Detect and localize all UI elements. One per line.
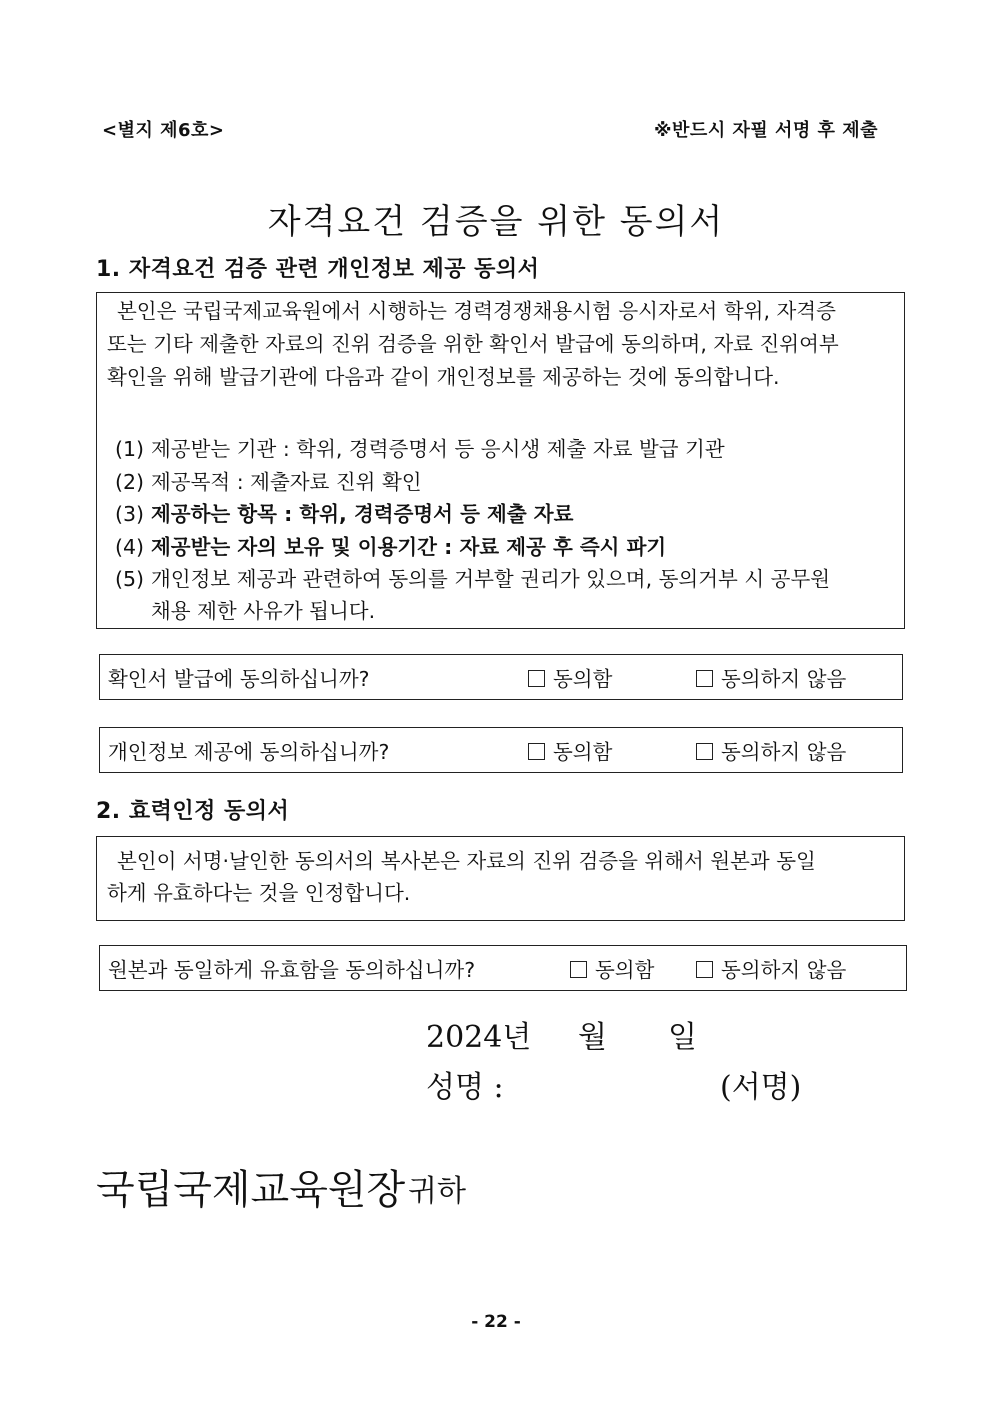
agree-label: 동의함 (553, 667, 613, 691)
document-title: 자격요건 검증을 위한 동의서 (267, 202, 725, 242)
list-item (115, 563, 830, 596)
section1-para-line2: 또는 기타 제출한 자료의 진위 검증을 위한 확인서 발급에 동의하며, 자료 진위여부 (107, 332, 839, 356)
section2-para-line1: 본인이 서명·날인한 동의서의 복사본은 자료의 진위 검증을 위해서 원본과 동일 (117, 849, 816, 873)
date-year: 2024년 (426, 1020, 532, 1055)
item-text: 제공목적 : 제출자료 진위 확인 (151, 470, 422, 494)
date-month: 월 (578, 1020, 607, 1055)
agree-label: 동의함 (595, 958, 655, 982)
item-number: (4) (115, 535, 145, 559)
checkbox-icon[interactable] (696, 670, 713, 687)
section2-content-box (96, 836, 905, 921)
question-text: 원본과 동일하게 유효함을 동의하십니까? (108, 958, 476, 982)
form-number: <별지 제6호> (102, 120, 225, 141)
checkbox-icon[interactable] (696, 961, 713, 978)
checkbox-icon[interactable] (528, 670, 545, 687)
submission-notice: ※반드시 자필 서명 후 제출 (654, 120, 878, 141)
list-item (115, 466, 422, 499)
agree-option[interactable] (528, 662, 612, 692)
section1-para-line3: 확인을 위해 발급기관에 다음과 같이 개인정보를 제공하는 것에 동의합니다. (107, 365, 780, 389)
section1-para-line1: 본인은 국립국제교육원에서 시행하는 경력경쟁채용시험 응시자로서 학위, 자격증 (117, 299, 836, 323)
disagree-label: 동의하지 않음 (721, 740, 847, 764)
agree-label: 동의함 (553, 740, 613, 764)
disagree-label: 동의하지 않음 (721, 958, 847, 982)
agree-option[interactable] (570, 953, 654, 983)
agree-option[interactable] (528, 735, 612, 765)
list-item (115, 433, 725, 466)
disagree-option[interactable] (696, 662, 846, 692)
item-text: 제공받는 자의 보유 및 이용기간 : 자료 제공 후 즉시 파기 (151, 535, 667, 559)
item-number: (2) (115, 470, 145, 494)
item-text: 제공하는 항목 : 학위, 경력증명서 등 제출 자료 (151, 502, 574, 526)
checkbox-icon[interactable] (696, 743, 713, 760)
list-item (115, 531, 666, 564)
item-number: (1) (115, 437, 145, 461)
checkbox-icon[interactable] (528, 743, 545, 760)
page-number: - 22 - (471, 1312, 521, 1332)
checkbox-icon[interactable] (570, 961, 587, 978)
list-item-continuation (151, 595, 375, 628)
question-text: 확인서 발급에 동의하십니까? (108, 667, 370, 691)
addressee-suffix: 귀하 (408, 1174, 466, 1209)
disagree-option[interactable] (696, 953, 846, 983)
section1-heading: 1. 자격요건 검증 관련 개인정보 제공 동의서 (96, 257, 540, 282)
addressee-name: 국립국제교육원장 (96, 1167, 406, 1213)
name-label: 성명 : (426, 1070, 504, 1105)
question-row-certificate (99, 654, 903, 700)
disagree-option[interactable] (696, 735, 846, 765)
item-text: 제공받는 기관 : 학위, 경력증명서 등 응시생 제출 자료 발급 기관 (151, 437, 725, 461)
question-row-personal-info (99, 727, 903, 773)
question-row-copy-validity (99, 945, 907, 991)
item-number: (3) (115, 502, 145, 526)
section1-content-box (96, 292, 905, 629)
date-day: 일 (668, 1020, 697, 1055)
disagree-label: 동의하지 않음 (721, 667, 847, 691)
list-item (115, 498, 573, 531)
section2-heading: 2. 효력인정 동의서 (96, 799, 290, 824)
item-number: (5) (115, 567, 145, 591)
item-text: 개인정보 제공과 관련하여 동의를 거부할 권리가 있으며, 동의거부 시 공무원 (151, 567, 831, 591)
signature-label: (서명) (720, 1070, 802, 1105)
item-text: 채용 제한 사유가 됩니다. (151, 599, 376, 623)
question-text: 개인정보 제공에 동의하십니까? (108, 740, 390, 764)
section2-para-line2: 하게 유효하다는 것을 인정합니다. (107, 881, 411, 905)
